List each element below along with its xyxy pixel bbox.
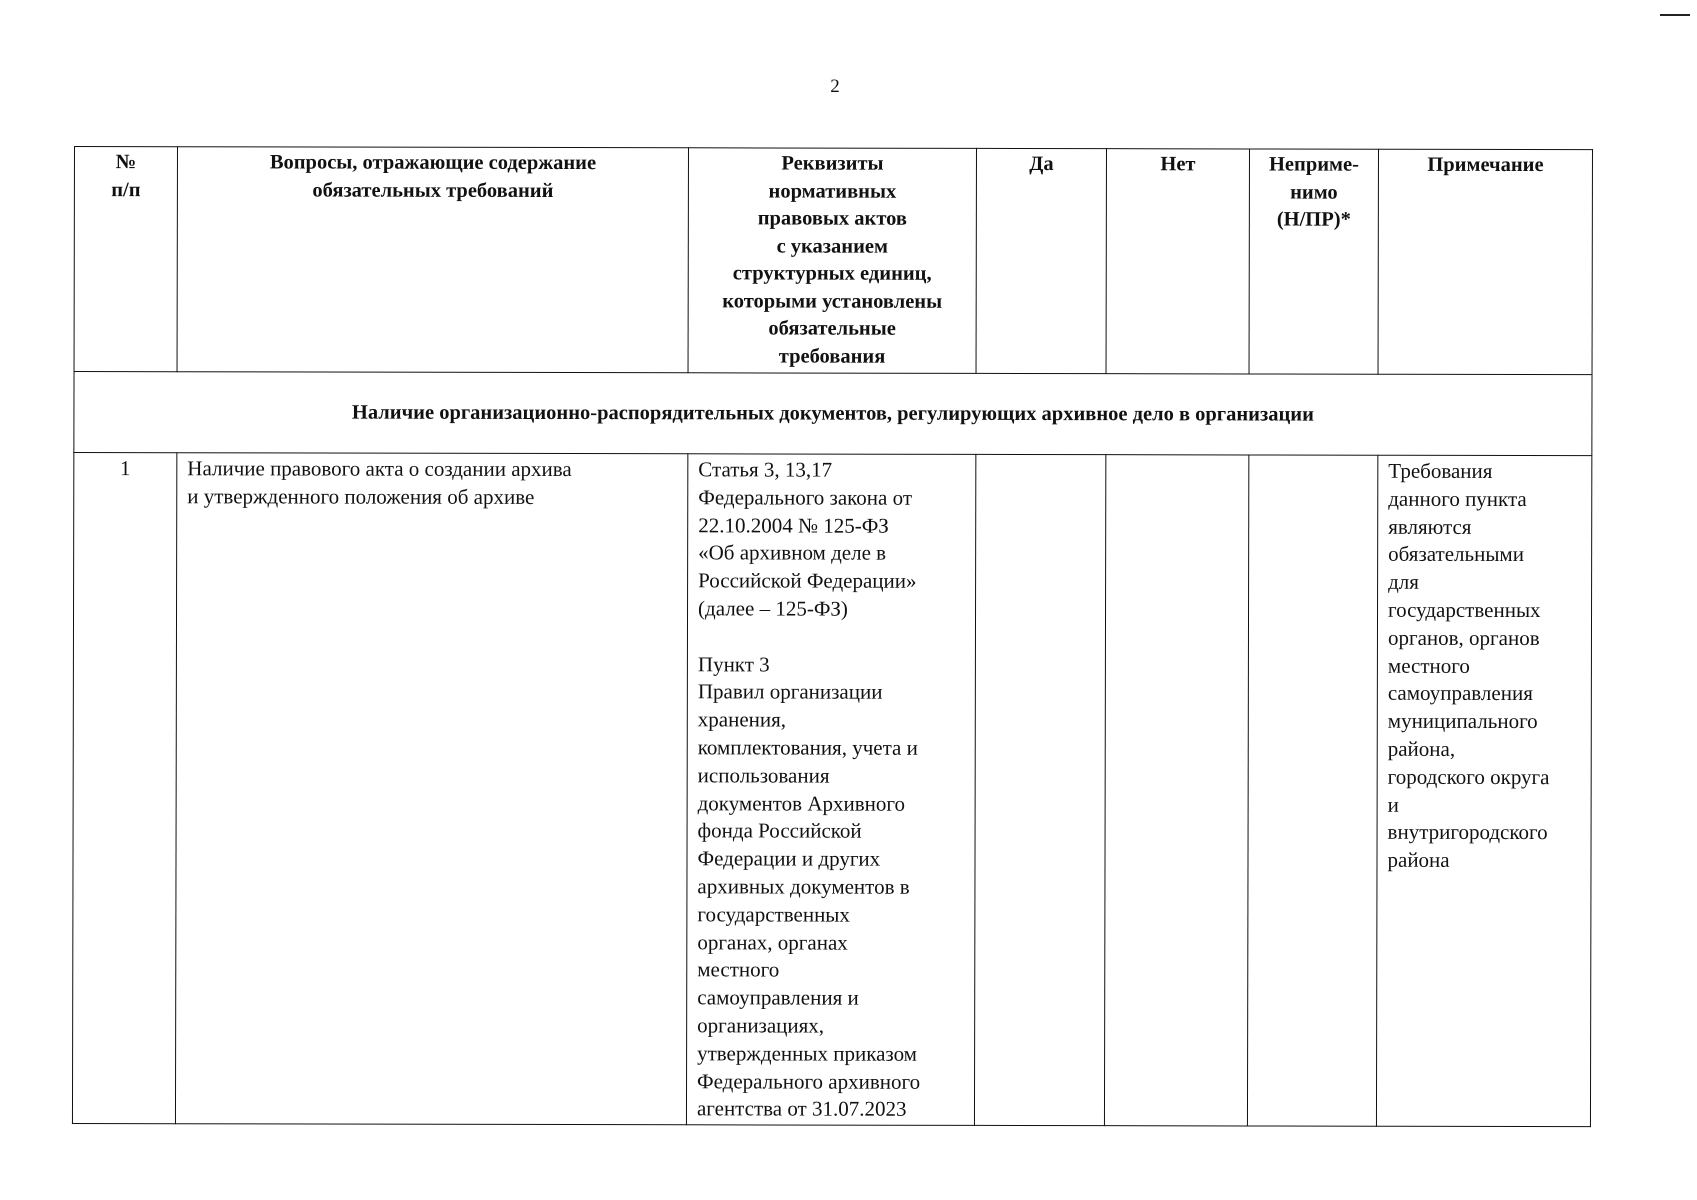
checklist-table (72, 146, 1593, 1127)
section-title: Наличие организационно-распорядительных документов, регулирующих архивное дело в организации (74, 372, 1592, 456)
header-questions: Вопросы, отражающие содержание обязательных требований (177, 147, 688, 373)
header-not-applicable: Неприме- нимо (Н/ПР)* (1249, 149, 1378, 374)
page-number: 2 (830, 76, 840, 97)
header-yes: Да (976, 148, 1106, 373)
row-not-applicable-cell (1247, 455, 1377, 1126)
header-row (74, 147, 1592, 375)
table-row (72, 453, 1591, 1127)
header-note: Примечание (1378, 149, 1592, 374)
row-yes-cell (974, 454, 1105, 1125)
section-row (74, 372, 1592, 456)
row-number: 1 (72, 453, 176, 1124)
corner-scan-mark (1660, 14, 1690, 16)
row-question: Наличие правового акта о создании архива и утвержденного положения об архиве (175, 453, 687, 1125)
row-no-cell (1104, 455, 1248, 1126)
header-number: № п/п (74, 147, 177, 372)
header-requisites: Реквизиты нормативных правовых актов с указанием структурных единиц, которыми установлены обязательные требования (688, 148, 976, 374)
header-no: Нет (1106, 149, 1249, 374)
row-note: Требования данного пункта являются обязательными для государственных органов, органов местного самоуправления муниципального района, городского округа и внутригородского района (1376, 455, 1591, 1126)
row-requisites: Статья 3, 13,17 Федерального закона от 22.10.2004 № 125-ФЗ «Об архивном деле в Российской Федерации» (далее – 125-ФЗ) Пункт 3 Правил организации хранения, комплектования, учета и использования документов Архивного фонда Российской Федерации и других архивных документов в государственных органах, органах местного самоуправления и организациях, утвержденных приказом Федерального архивного агентства от 31.07.2023 (686, 454, 975, 1126)
